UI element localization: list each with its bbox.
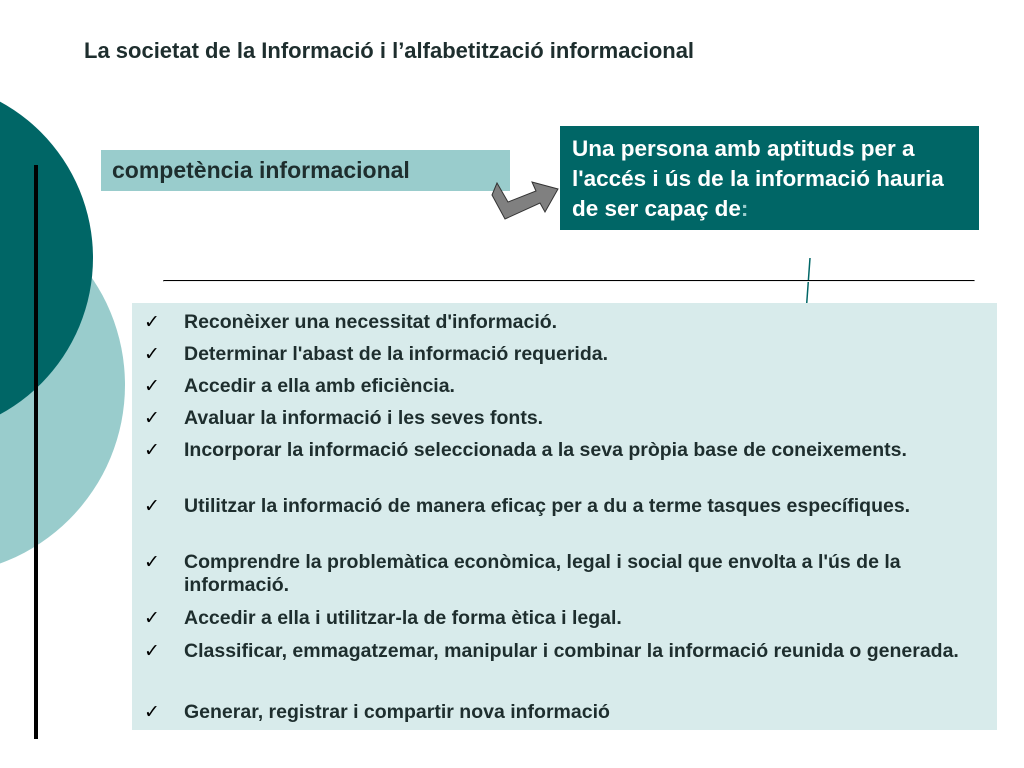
check-icon: ✓: [144, 440, 160, 461]
check-icon: ✓: [144, 552, 160, 573]
list-item-text: Determinar l'abast de la informació requerida.: [184, 343, 609, 365]
concept-label: competència informacional: [112, 157, 410, 183]
list-item-text: Generar, registrar i compartir nova informació: [184, 701, 610, 723]
list-item-text: Accedir a ella i utilitzar-la de forma ètica i legal.: [184, 607, 622, 629]
bent-arrow-icon: [492, 182, 558, 219]
check-icon: ✓: [144, 344, 160, 365]
list-item-text: Comprendre la problemàtica econòmica, legal i social que envolta a l'ús de la informació.: [184, 551, 901, 596]
check-icon: ✓: [144, 408, 160, 429]
check-icon: ✓: [144, 312, 160, 333]
list-item-text: Reconèixer una necessitat d'informació.: [184, 311, 558, 333]
list-item-text: Avaluar la informació i les seves fonts.: [184, 407, 544, 429]
check-icon: ✓: [144, 702, 160, 723]
list-item-text: Utilitzar la informació de manera eficaç per a du a terme tasques específiques.: [184, 495, 911, 517]
definition-colon: :: [740, 196, 749, 221]
check-icon: ✓: [144, 608, 160, 629]
definition-text: Una persona amb aptituds per a l'accés i ús de la informació hauria de ser capaç de: [572, 136, 944, 221]
slide-title: La societat de la Informació i l’alfabetització informacional: [84, 38, 695, 63]
separator-line: [163, 280, 975, 282]
check-icon: ✓: [144, 641, 160, 662]
check-icon: ✓: [144, 376, 160, 397]
competencies-panel: [132, 303, 997, 730]
check-icon: ✓: [144, 496, 160, 517]
list-item-text: Classificar, emmagatzemar, manipular i combinar la informació reunida o generada.: [184, 640, 959, 662]
list-item-text: Accedir a ella amb eficiència.: [184, 375, 455, 397]
list-item-text: Incorporar la informació seleccionada a la seva pròpia base de coneixements.: [184, 439, 907, 461]
